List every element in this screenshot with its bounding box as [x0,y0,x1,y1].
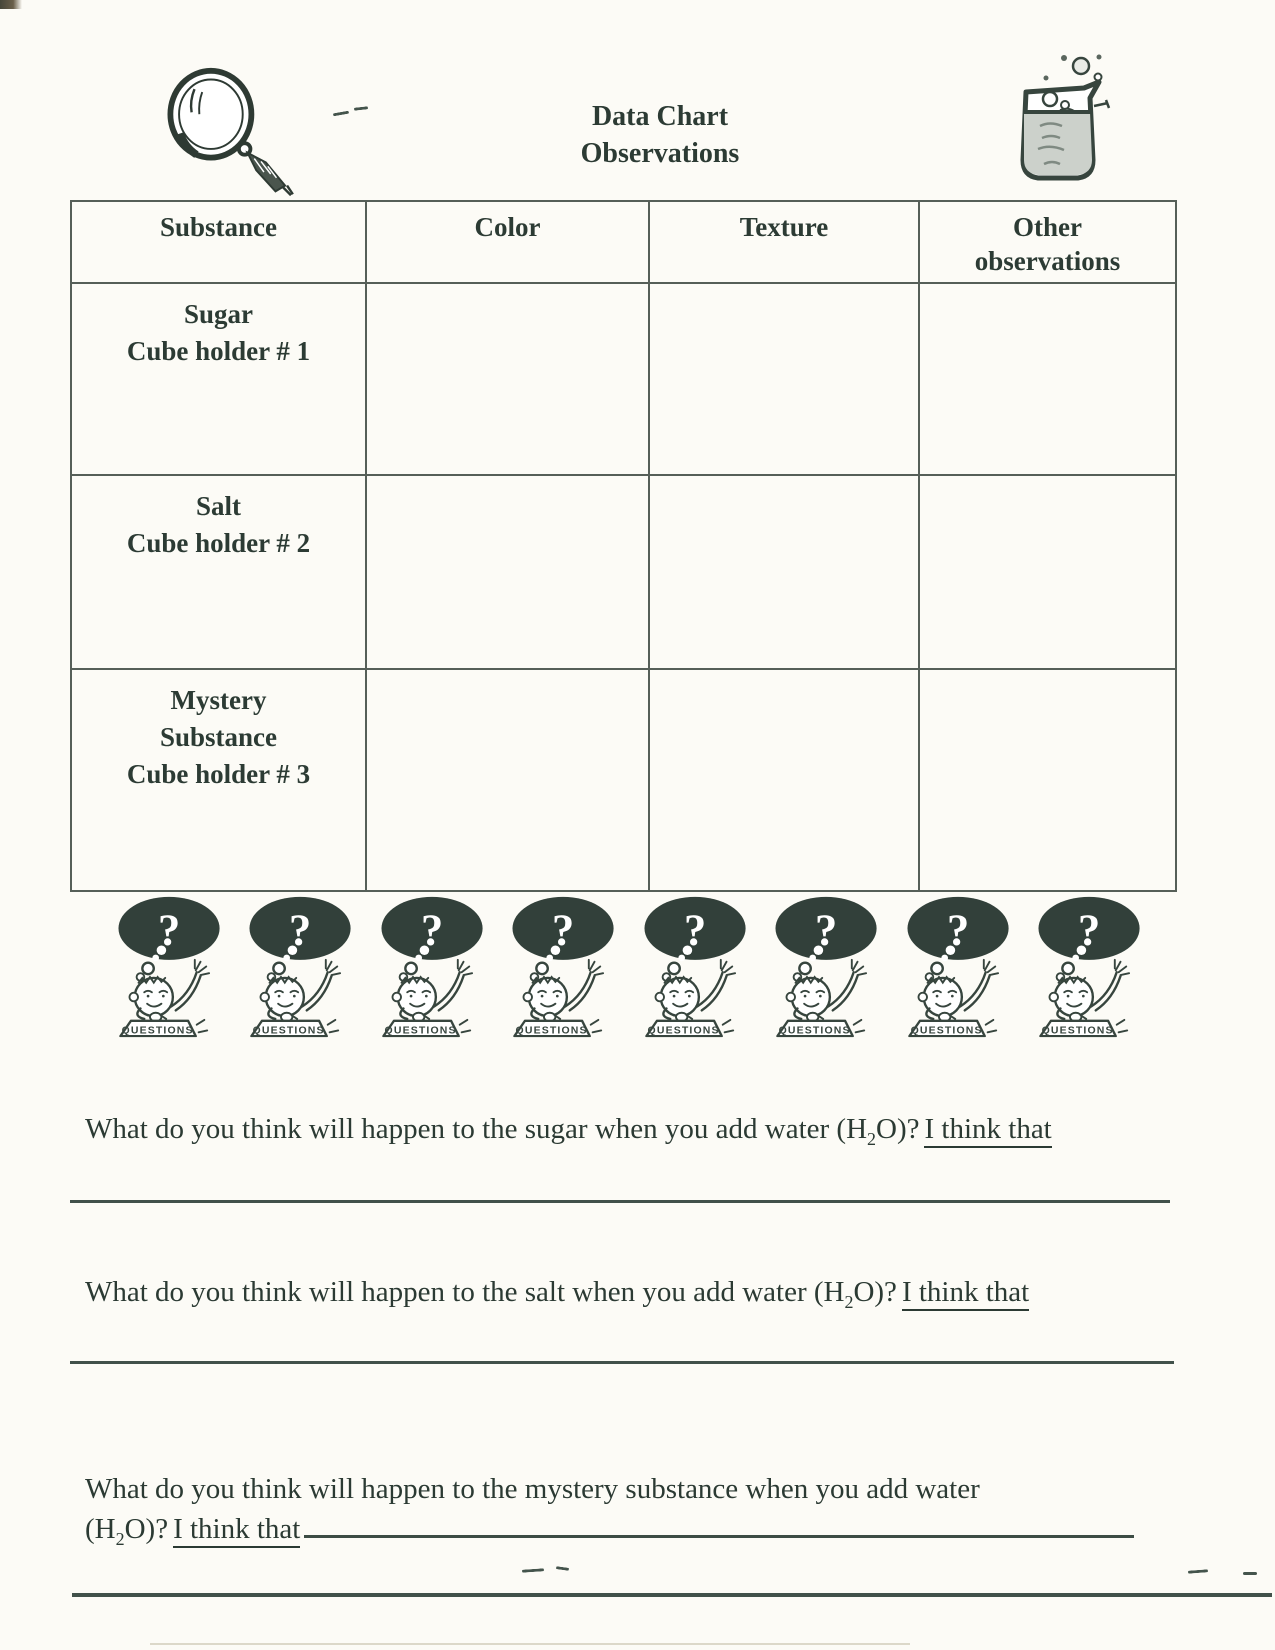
row-label-line: Mystery [170,685,267,715]
stray-pen-mark [333,111,349,117]
answer-line-sugar [70,1200,1170,1203]
question-kid-icon [371,893,495,1040]
stray-pen-mark [1243,1572,1257,1575]
cell-sugar-texture [649,283,919,475]
question-text: (H [85,1513,116,1546]
page-title [470,98,850,172]
page-bottom-rule [72,1593,1272,1597]
question-text: What do you think will happen to the mystery substance when you add water [85,1473,980,1505]
cell-salt-texture [649,475,919,669]
stray-pen-mark [1188,1569,1208,1573]
title-line-2: Observations [580,138,740,169]
question-kid-icon [765,893,889,1040]
question-kids-strip [108,893,1152,1040]
question-kid-icon [1028,893,1152,1040]
table-row-salt [71,475,1176,669]
question-text: O)? [876,1113,920,1145]
formula-subscript: 2 [844,1291,854,1312]
cell-sugar-color [366,283,649,475]
cell-salt-other [919,475,1176,669]
table-header-row [71,201,1176,283]
answer-line-mystery [304,1509,1134,1538]
beaker-icon [1002,52,1114,194]
question-kid-icon [897,893,1021,1040]
row-label-mystery [71,669,366,891]
answer-line-salt [70,1361,1174,1364]
answer-starter: I think that [173,1513,300,1548]
row-label-line: Cube holder # 1 [126,336,311,366]
row-label-line: Cube holder # 2 [126,528,311,558]
cell-salt-color [366,475,649,669]
row-label-sugar [71,283,366,475]
row-label-line: Cube holder # 3 [126,759,311,789]
question-kid-icon [634,893,758,1040]
question-salt [85,1272,1175,1312]
question-text: What do you think will happen to the salt when you add water (H [85,1276,845,1308]
cell-mystery-texture [649,669,919,891]
formula-subscript: 2 [115,1528,125,1549]
formula-subscript: 2 [867,1128,876,1149]
question-mystery [85,1469,1175,1549]
answer-starter: I think that [924,1113,1051,1148]
question-text: O)? [853,1276,897,1308]
stray-pen-mark [522,1568,544,1573]
observations-table [70,200,1177,892]
header-substance: Substance [71,201,366,283]
row-label-line: Sugar [183,299,254,329]
row-label-salt [71,475,366,669]
question-text: O)? [124,1513,169,1546]
header-texture: Texture [649,201,919,283]
question-text: What do you think will happen to the sugar when you add water (H [85,1113,868,1145]
row-label-line: Substance [159,722,278,752]
row-label-line: Salt [195,491,241,521]
cell-sugar-other [919,283,1176,475]
stray-pen-mark [354,106,368,110]
answer-starter: I think that [902,1276,1029,1311]
question-kid-icon [502,893,626,1040]
question-kid-icon [239,893,363,1040]
title-line-1: Data Chart [591,101,729,132]
header-color: Color [366,201,649,283]
cell-mystery-color [366,669,649,891]
table-row-sugar [71,283,1176,475]
table-row-mystery [71,669,1176,891]
scan-artifact-mark [0,0,22,9]
header-other-observations: Other observations [919,201,1176,283]
cell-mystery-other [919,669,1176,891]
question-kid-icon [108,893,232,1040]
scan-artifact-line [150,1643,910,1645]
magnifying-glass-icon [155,66,315,201]
question-sugar [85,1109,1175,1149]
stray-pen-mark [556,1566,569,1571]
